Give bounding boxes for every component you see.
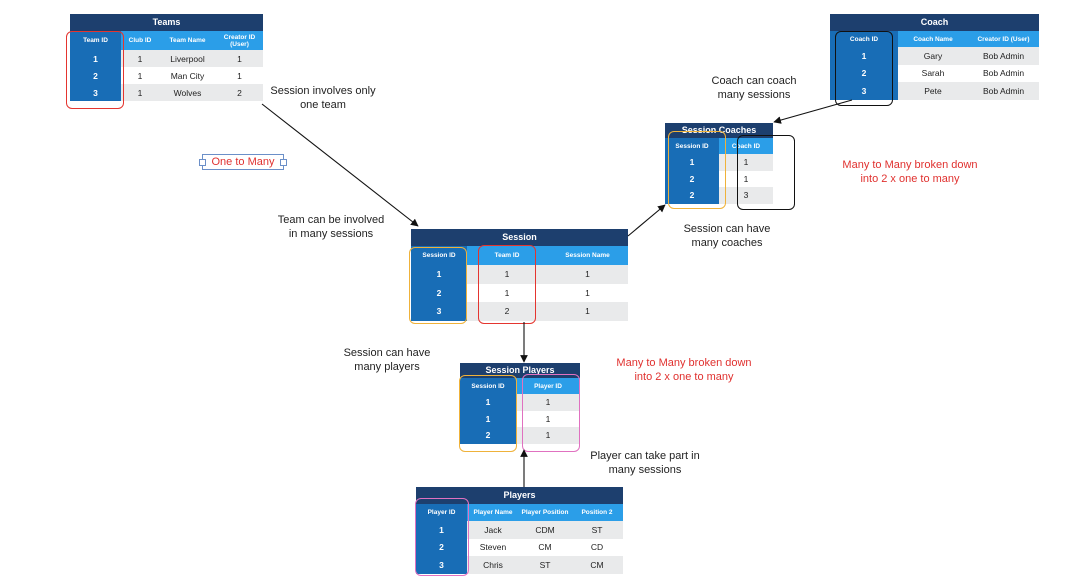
coach-id-cell: 1 — [719, 154, 773, 171]
player-id-cell: 3 — [416, 556, 467, 574]
session-id-cell: 1 — [665, 154, 719, 171]
coach-title: Coach — [830, 14, 1039, 31]
note-coach-many-sessions: Coach can coach many sessions — [711, 75, 797, 101]
player-id-cell: 1 — [516, 411, 580, 428]
session-id-cell: 2 — [665, 187, 719, 204]
coach-name-cell: Gary — [898, 47, 968, 65]
team-name-cell: Man City — [159, 67, 216, 84]
session-title: Session — [411, 229, 628, 246]
header-club-id: Club ID — [128, 37, 152, 44]
header-position-2: Position 2 — [581, 509, 613, 516]
team-id-cell: 1 — [467, 284, 547, 303]
coach-id-cell: 2 — [830, 65, 898, 83]
creator-id-cell: Bob Admin — [968, 82, 1039, 100]
session-id-cell: 1 — [460, 394, 516, 411]
session-id-cell: 2 — [665, 171, 719, 188]
session-coaches-title: Session Coaches — [665, 123, 773, 138]
creator-id-cell: 1 — [216, 67, 263, 84]
creator-id-cell: 2 — [216, 84, 263, 101]
player-position-cell: CM — [519, 539, 571, 557]
note-many-to-many-coaches: Many to Many broken down into 2 x one to many — [842, 159, 978, 185]
session-id-cell: 1 — [411, 265, 467, 284]
header-coach-name: Coach Name — [913, 35, 953, 43]
note-session-many-coaches: Session can have many coaches — [683, 223, 771, 249]
header-player-name: Player Name — [473, 509, 513, 516]
team-name-cell: Liverpool — [159, 50, 216, 67]
header-creator-id: Creator ID (User) — [223, 33, 256, 48]
player-name-cell: Chris — [467, 556, 519, 574]
header-team-id: Team ID — [494, 252, 520, 259]
session-name-cell: 1 — [547, 302, 628, 321]
team-id-cell: 1 — [467, 265, 547, 284]
header-coach-id: Coach ID — [830, 31, 898, 47]
header-session-id: Session ID — [411, 246, 467, 265]
header-session-id: Session ID — [665, 138, 719, 154]
header-player-id: Player ID — [416, 504, 467, 521]
club-id-cell: 1 — [121, 84, 159, 101]
resize-handle-right[interactable] — [280, 159, 287, 166]
note-many-to-many-players: Many to Many broken down into 2 x one to many — [616, 357, 752, 383]
header-session-id: Session ID — [460, 378, 516, 394]
position-2-cell: ST — [571, 521, 623, 539]
coach-name-cell: Pete — [898, 82, 968, 100]
player-id-cell: 2 — [416, 539, 467, 557]
team-id-cell: 2 — [70, 67, 121, 84]
session-id-cell: 2 — [411, 284, 467, 303]
player-name-cell: Steven — [467, 539, 519, 557]
players-title: Players — [416, 487, 623, 504]
header-creator-id: Creator ID (User) — [977, 35, 1030, 43]
coach-name-cell: Sarah — [898, 65, 968, 83]
session-id-cell: 1 — [460, 411, 516, 428]
club-id-cell: 1 — [121, 67, 159, 84]
team-name-cell: Wolves — [159, 84, 216, 101]
player-position-cell: CDM — [519, 521, 571, 539]
session-name-cell: 1 — [547, 265, 628, 284]
team-id-cell: 1 — [70, 50, 121, 67]
note-player-many-sessions: Player can take part in many sessions — [590, 450, 700, 476]
coach-id-cell: 1 — [830, 47, 898, 65]
note-session-one-team: Session involves only one team — [270, 85, 376, 111]
header-team-id: Team ID — [70, 31, 121, 50]
team-id-cell: 3 — [70, 84, 121, 101]
note-team-many-sessions: Team can be involved in many sessions — [277, 214, 385, 240]
team-id-cell: 2 — [467, 302, 547, 321]
session-name-cell: 1 — [547, 284, 628, 303]
one-to-many-label[interactable] — [202, 154, 284, 170]
header-session-name: Session Name — [565, 252, 610, 259]
one-to-many-text: One to Many — [211, 156, 275, 168]
session-id-cell: 2 — [460, 427, 516, 444]
header-coach-id: Coach ID — [731, 142, 761, 150]
club-id-cell: 1 — [121, 50, 159, 67]
session-players-title: Session Players — [460, 363, 580, 378]
position-2-cell: CD — [571, 539, 623, 557]
coach-id-cell: 3 — [830, 82, 898, 100]
header-player-position: Player Position — [521, 509, 569, 516]
player-id-cell: 1 — [416, 521, 467, 539]
creator-id-cell: Bob Admin — [968, 65, 1039, 83]
header-team-name: Team Name — [169, 37, 206, 44]
position-2-cell: CM — [571, 556, 623, 574]
session-id-cell: 3 — [411, 302, 467, 321]
note-session-many-players: Session can have many players — [343, 347, 431, 373]
creator-id-cell: 1 — [216, 50, 263, 67]
header-player-id: Player ID — [534, 382, 562, 390]
player-id-cell: 1 — [516, 394, 580, 411]
session-to-session-coaches-arrow — [628, 205, 665, 236]
coach-id-cell: 3 — [719, 187, 773, 204]
coach-to-session-coaches-arrow — [774, 100, 852, 122]
player-id-cell: 1 — [516, 427, 580, 444]
teams-title: Teams — [70, 14, 263, 31]
player-name-cell: Jack — [467, 521, 519, 539]
coach-id-cell: 1 — [719, 171, 773, 188]
creator-id-cell: Bob Admin — [968, 47, 1039, 65]
player-position-cell: ST — [519, 556, 571, 574]
